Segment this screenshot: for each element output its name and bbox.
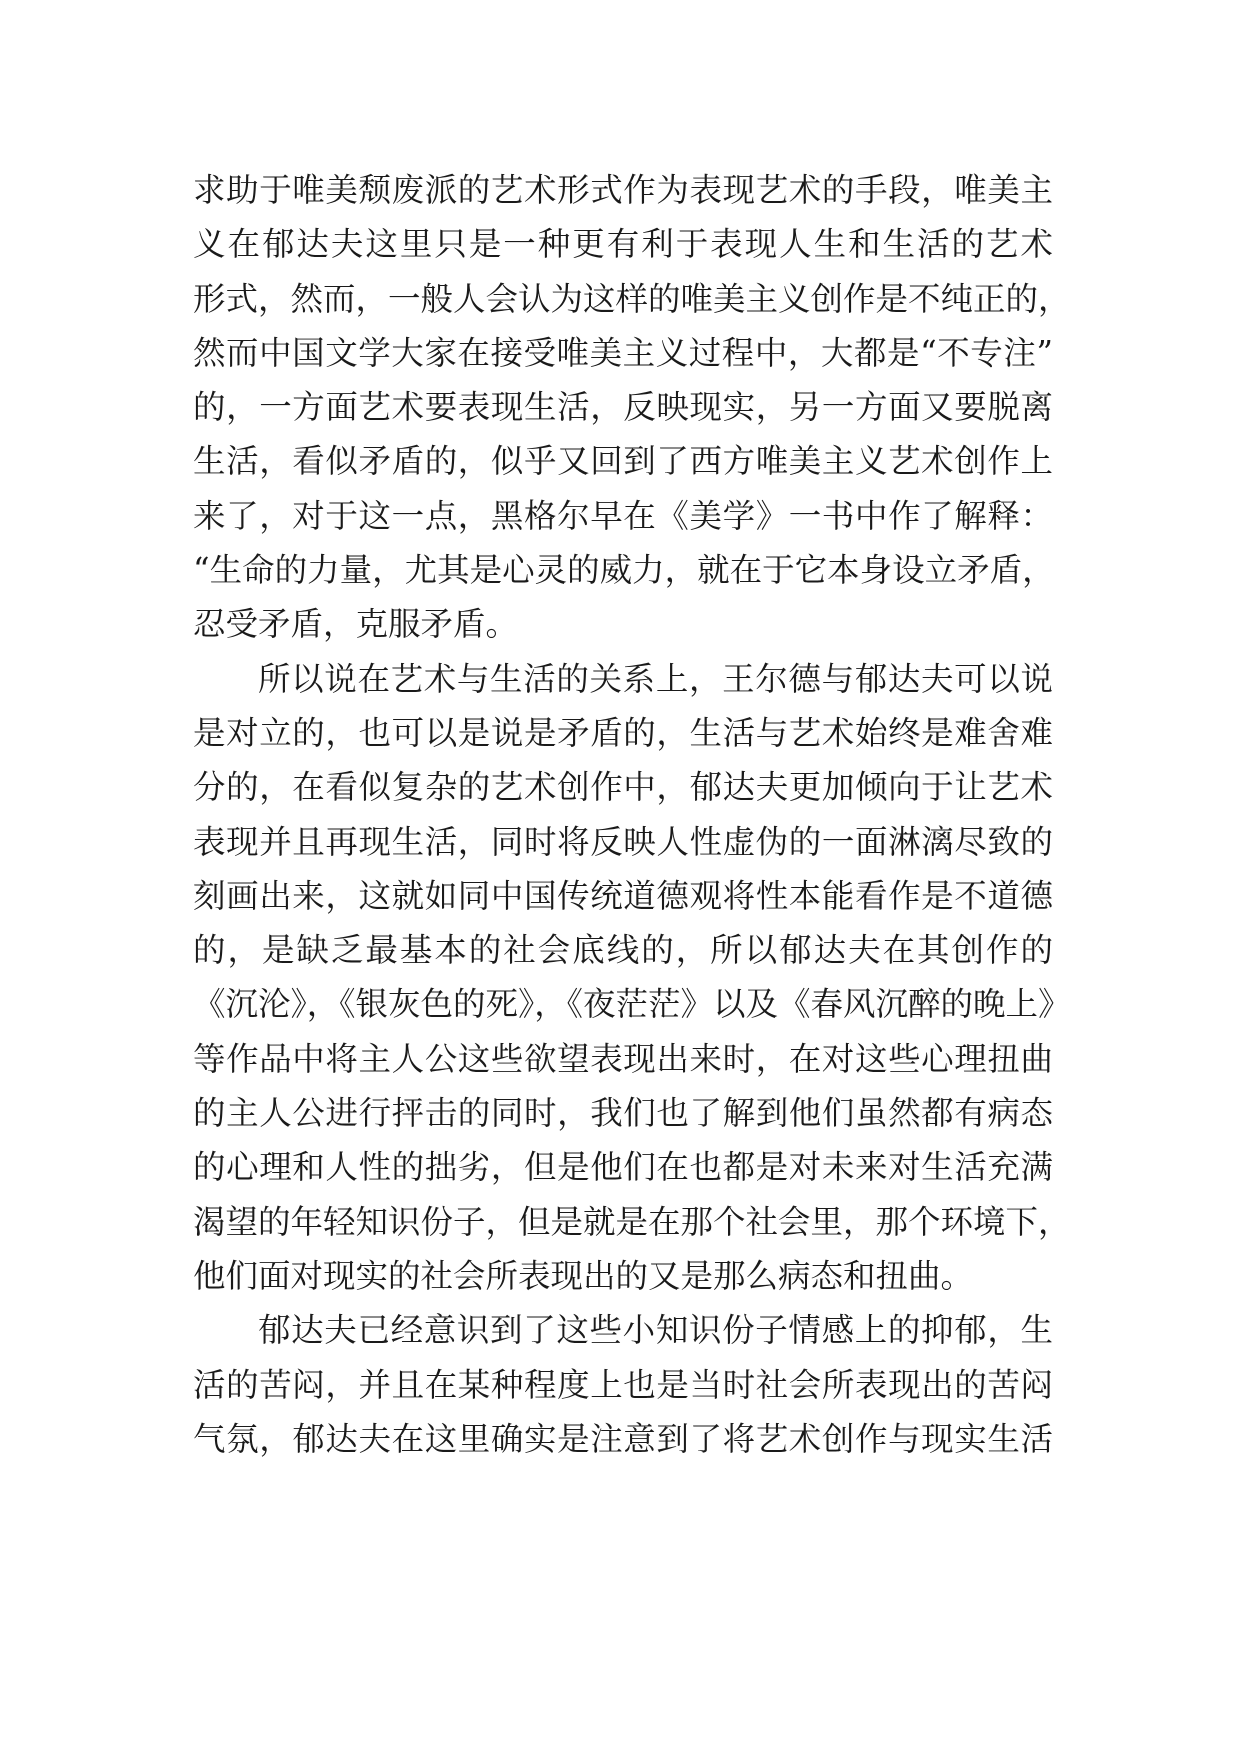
text-line: 渴望的年轻知识份子，但是就是在那个社会里，那个环境下，: [193, 1202, 1071, 1241]
text-line: 的主人公进行抨击的同时，我们也了解到他们虽然都有病态: [193, 1094, 1053, 1133]
text-line: 郁达夫已经意识到了这些小知识份子情感上的抑郁，生: [258, 1311, 1053, 1350]
text-line: 他们面对现实的社会所表现出的又是那么病态和扭曲。: [193, 1256, 974, 1295]
text-line: 是对立的，也可以是说是矛盾的，生活与艺术始终是难舍难: [193, 713, 1053, 752]
text-line: 《沉沦》，《银灰色的死》，《夜茫茫》以及《春风沉醉的晚上》: [193, 985, 1071, 1024]
text-line: 忍受矛盾，克服矛盾。: [193, 605, 519, 644]
paragraph-3: [193, 1303, 1053, 1466]
text-line: 生活，看似矛盾的，似乎又回到了西方唯美主义艺术创作上: [193, 442, 1053, 481]
text-line: 的，是缺乏最基本的社会底线的，所以郁达夫在其创作的: [193, 931, 1053, 970]
body-text: [193, 163, 1071, 1466]
text-line: 刻画出来，这就如同中国传统道德观将性本能看作是不道德: [193, 876, 1053, 915]
text-line: 分的，在看似复杂的艺术创作中，郁达夫更加倾向于让艺术: [193, 768, 1053, 807]
text-line: 气氛，郁达夫在这里确实是注意到了将艺术创作与现实生活: [193, 1419, 1053, 1458]
text-line: 的心理和人性的拙劣，但是他们在也都是对未来对生活充满: [193, 1148, 1053, 1187]
text-line: “生命的力量，尤其是心灵的威力，就在于它本身设立矛盾，: [193, 551, 1055, 590]
paragraph-1: [193, 163, 1071, 652]
text-line: 表现并且再现生活，同时将反映人性虚伪的一面淋漓尽致的: [193, 822, 1053, 861]
paragraph-2: [193, 652, 1071, 1304]
text-line: 的，一方面艺术要表现生活，反映现实，另一方面又要脱离: [193, 388, 1053, 427]
text-line: 活的苦闷，并且在某种程度上也是当时社会所表现出的苦闷: [193, 1365, 1053, 1404]
text-line: 形式，然而，一般人会认为这样的唯美主义创作是不纯正的，: [193, 279, 1071, 318]
text-line: 求助于唯美颓废派的艺术形式作为表现艺术的手段，唯美主: [193, 171, 1053, 209]
text-line: 然而中国文学大家在接受唯美主义过程中，大都是“不专注”: [193, 333, 1053, 372]
text-line: 等作品中将主人公这些欲望表现出来时，在对这些心理扭曲: [193, 1039, 1053, 1078]
text-line: 来了，对于这一点，黑格尔早在《美学》一书中作了解释：: [193, 496, 1053, 535]
text-line: 义在郁达夫这里只是一种更有利于表现人生和生活的艺术: [193, 225, 1053, 264]
text-line: 所以说在艺术与生活的关系上，王尔德与郁达夫可以说: [258, 659, 1053, 698]
